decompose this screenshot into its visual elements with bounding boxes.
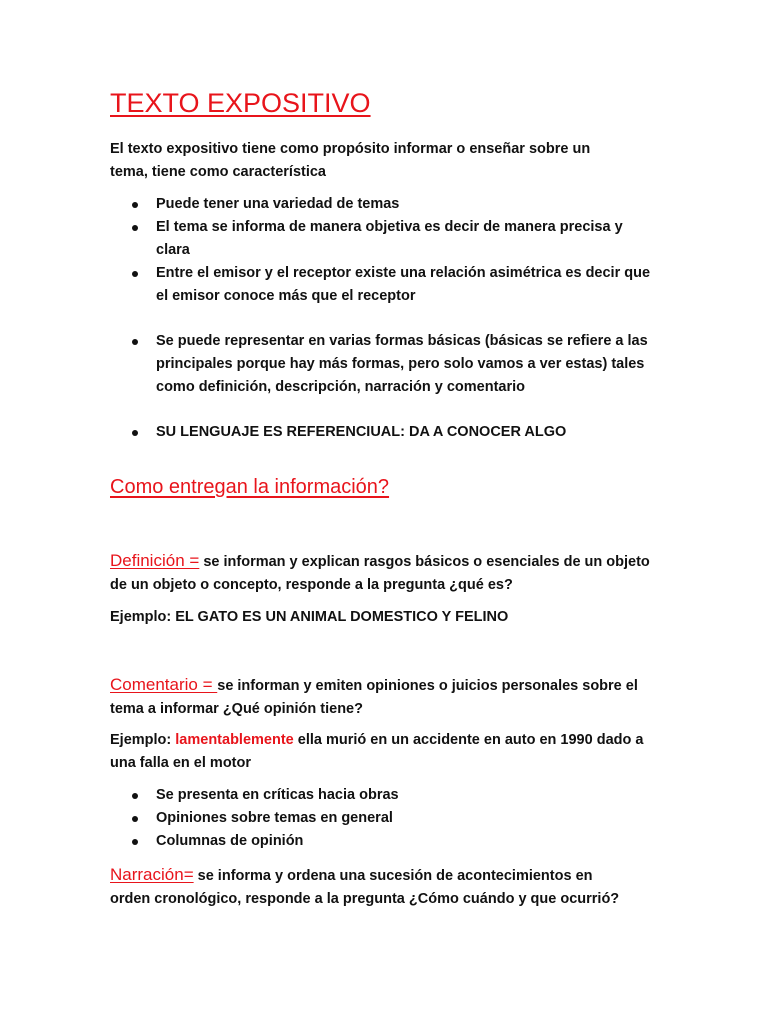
narracion-text: se informa y ordena una sucesión de acontecimientos en orden cronológico, responde a la pregunta ¿Cómo cuándo y que ocurrió?: [110, 868, 620, 907]
intro-line-2: tema, tiene como característica: [110, 164, 326, 180]
definicion-paragraph: [110, 549, 655, 597]
list-item: El tema se informa de manera objetiva es decir de manera precisa y clara: [110, 216, 655, 262]
comentario-example: Ejemplo: lamentablemente ella murió en un accidente en auto en 1990 dado a una falla en el motor: [110, 732, 644, 771]
list-item: Columnas de opinión: [110, 830, 655, 853]
list-item: SU LENGUAJE ES REFERENCIUAL: DA A CONOCER ALGO: [110, 421, 655, 444]
bullet-icon: [132, 793, 138, 799]
intro-line-1: El texto expositivo tiene como propósito informar o enseñar sobre un: [110, 141, 591, 157]
highlighted-word: lamentablemente: [175, 732, 294, 748]
document-title: TEXTO EXPOSITIVO: [110, 88, 371, 118]
bullet-icon: [132, 839, 138, 845]
definicion-term: Definición =: [110, 551, 200, 570]
comentario-term: Comentario =: [110, 675, 218, 694]
comentario-text: se informan y emiten opiniones o juicios personales sobre el tema a informar ¿Qué opinión tiene?: [110, 678, 638, 717]
forms-list: [110, 330, 655, 399]
bullet-icon: [132, 339, 138, 345]
characteristics-list: [110, 193, 655, 308]
narracion-term: Narración=: [110, 865, 194, 884]
bullet-icon: [132, 271, 138, 277]
bullet-icon: [132, 202, 138, 208]
narracion-paragraph: [110, 863, 630, 911]
bullet-icon: [132, 816, 138, 822]
definicion-text: se informan y explican rasgos básicos o esenciales de un objeto de un objeto o concepto, responde a la pregunta ¿qué es?: [110, 554, 650, 593]
comentario-paragraph: [110, 673, 655, 721]
list-item: Se puede representar en varias formas básicas (básicas se refiere a las principales porque hay más formas, pero solo vamos a ver estas) tales como definición, descripción, narración y comentario: [110, 330, 655, 399]
list-item: Opiniones sobre temas en general: [110, 807, 655, 830]
language-list: [110, 421, 655, 444]
bullet-icon: [132, 225, 138, 231]
list-item: Se presenta en críticas hacia obras: [110, 784, 655, 807]
list-item: Puede tener una variedad de temas: [110, 193, 655, 216]
bullet-icon: [132, 430, 138, 436]
definicion-example: Ejemplo: EL GATO ES UN ANIMAL DOMESTICO Y FELINO: [110, 609, 509, 625]
section-heading: Como entregan la información?: [110, 476, 390, 498]
comentario-list: [110, 784, 655, 853]
intro-paragraph: [110, 138, 655, 184]
list-item: Entre el emisor y el receptor existe una relación asimétrica es decir que el emisor conoce más que el receptor: [110, 262, 655, 308]
